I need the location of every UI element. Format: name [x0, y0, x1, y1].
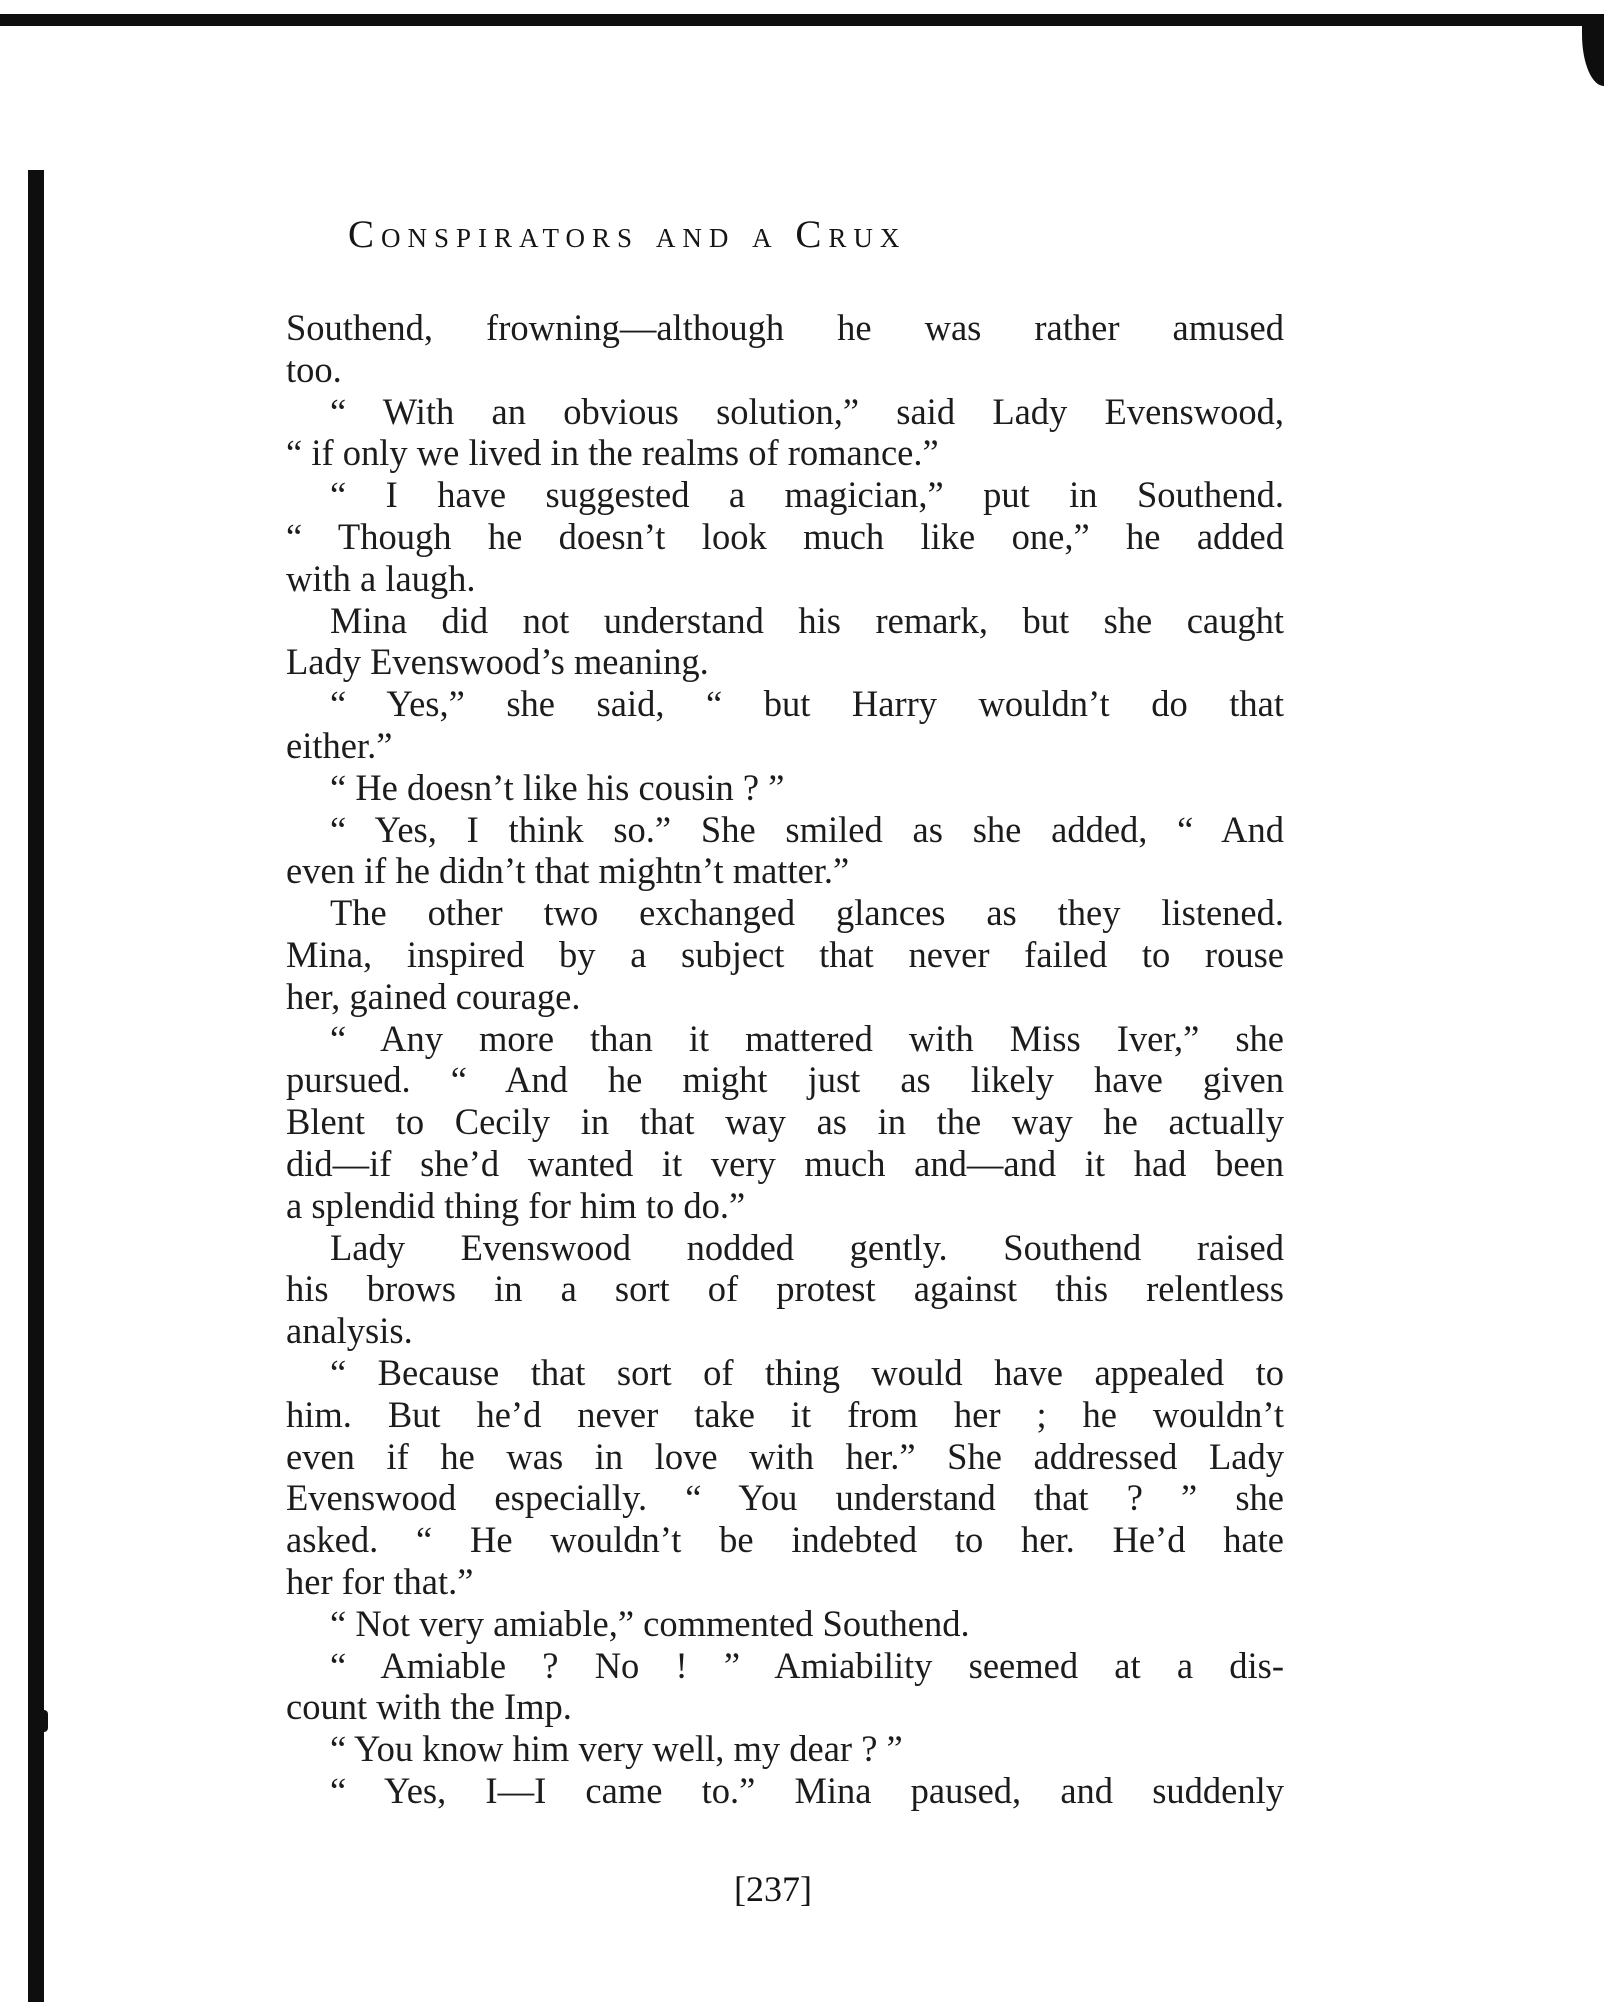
- text-line: did—if she’d wanted it very much and—and it had been: [286, 1142, 1284, 1184]
- text-line: The other two exchanged glances as they listened.: [330, 892, 1284, 934]
- text-line: “ if only we lived in the realms of romance.”: [286, 432, 939, 474]
- text-line: “ Yes, I think so.” She smiled as she added, “ And: [330, 808, 1284, 850]
- text-line: “ Amiable ? No ! ” Amiability seemed at a dis-: [330, 1644, 1284, 1686]
- text-line: his brows in a sort of protest against this relentless: [286, 1268, 1284, 1310]
- text-line: asked. “ He wouldn’t be indebted to her. He’d hate: [286, 1519, 1284, 1561]
- text-line: Mina, inspired by a subject that never failed to rouse: [286, 933, 1284, 975]
- scan-border-top: [0, 14, 1590, 26]
- text-line: “ You know him very well, my dear ? ”: [330, 1728, 903, 1770]
- text-line: “ Any more than it mattered with Miss Iver,” she: [330, 1017, 1284, 1059]
- text-line: even if he was in love with her.” She addressed Lady: [286, 1435, 1284, 1477]
- text-line: “ Not very amiable,” commented Southend.: [330, 1602, 970, 1644]
- text-line: “ I have suggested a magician,” put in Southend.: [330, 474, 1284, 516]
- text-line: Blent to Cecily in that way as in the way he actually: [286, 1101, 1284, 1143]
- text-line: “ Because that sort of thing would have appealed to: [330, 1351, 1284, 1393]
- text-line: Evenswood especially. “ You understand that ? ” she: [286, 1477, 1284, 1519]
- text-line: pursued. “ And he might just as likely have given: [286, 1059, 1284, 1101]
- text-line: “ With an obvious solution,” said Lady Evenswood,: [330, 390, 1284, 432]
- text-line: with a laugh.: [286, 557, 476, 599]
- text-line: count with the Imp.: [286, 1686, 572, 1728]
- body-text: [286, 307, 1284, 1812]
- text-line: Lady Evenswood’s meaning.: [286, 641, 709, 683]
- text-line: even if he didn’t that mightn’t matter.”: [286, 850, 850, 892]
- text-line: “ He doesn’t like his cousin ? ”: [330, 766, 785, 808]
- text-line: analysis.: [286, 1310, 413, 1352]
- text-line: Southend, frowning—although he was rather amused: [286, 307, 1284, 348]
- running-head: Conspirators and a Crux: [348, 213, 907, 256]
- text-line: too.: [286, 348, 342, 390]
- scan-border-corner: [1582, 14, 1604, 86]
- scan-border-mark: [40, 1710, 48, 1732]
- page-number: [237]: [734, 1869, 812, 1909]
- text-line: her for that.”: [286, 1560, 474, 1602]
- text-line: “ Yes, I—I came to.” Mina paused, and suddenly: [330, 1769, 1284, 1811]
- text-line: “ Though he doesn’t look much like one,” he added: [286, 515, 1284, 557]
- text-line: him. But he’d never take it from her ; he wouldn’t: [286, 1393, 1284, 1435]
- text-line: Lady Evenswood nodded gently. Southend raised: [330, 1226, 1284, 1268]
- text-line: Mina did not understand his remark, but she caught: [330, 599, 1284, 641]
- text-line: “ Yes,” she said, “ but Harry wouldn’t do that: [330, 683, 1284, 725]
- text-line: her, gained courage.: [286, 975, 581, 1017]
- text-line: either.”: [286, 724, 393, 766]
- text-line: a splendid thing for him to do.”: [286, 1184, 746, 1226]
